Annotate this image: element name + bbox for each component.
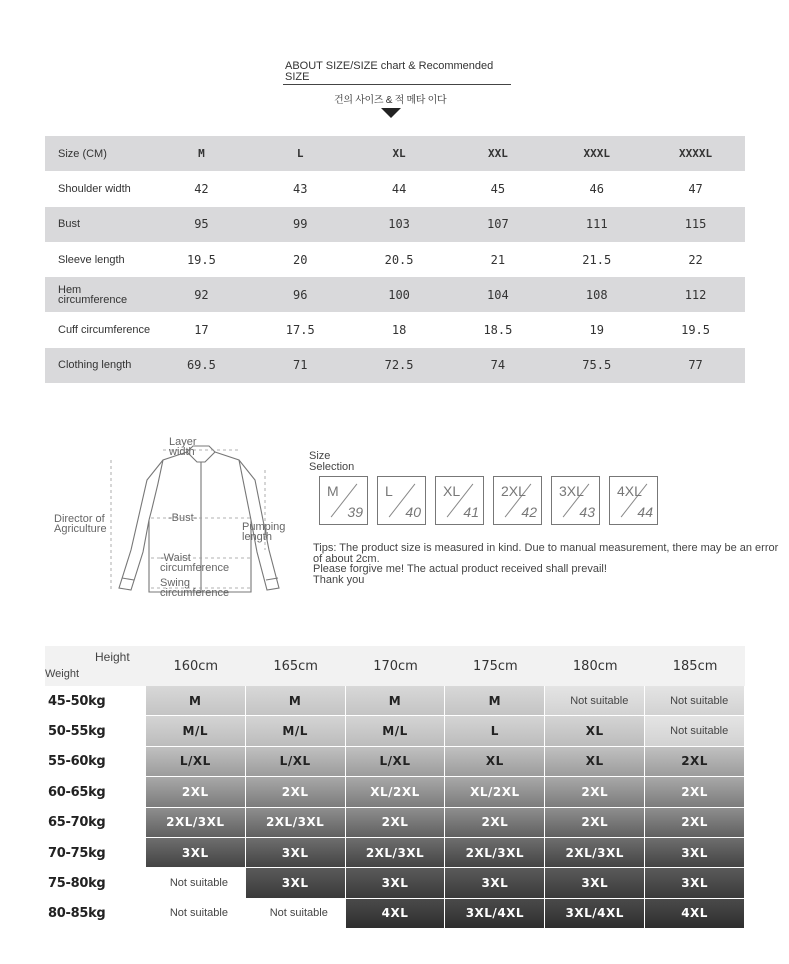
tips-line: Tips: The product size is measured in kind. Due to manual measurement, there may be an error of about 2cm. [313,542,779,565]
size-cell: 2XL [645,777,745,807]
table-cell: 45 [490,181,506,196]
table-cell: 69.5 [186,358,216,373]
height-label: Height [95,650,130,664]
table-cell: 20.5 [384,252,414,267]
down-arrow-icon [381,108,401,118]
size-header-cell: L [296,147,304,161]
table-cell: 77 [688,358,703,373]
waist-label: -Waist circumference [160,552,230,574]
size-letter: 3XL [559,483,584,499]
weight-label-cell: 75-80kg [45,868,146,898]
height-header-row [45,646,745,686]
size-option-xl [435,476,484,525]
size-letter: XL [443,483,461,499]
table-cell: 111 [585,217,608,232]
size-header-cell: XXXL [583,147,610,161]
director-label: Director of Agriculture [54,513,107,535]
table-cell: 17 [194,323,209,338]
size-cell: 3XL [445,868,545,898]
size-cell: M/L [346,716,446,746]
tips-line: Please forgive me! The actual product received shall prevail! [313,563,607,575]
table-cell: 18.5 [483,323,513,338]
swing-label: Swing circumference [160,577,230,599]
size-selection-boxes [319,476,658,525]
weight-label: Weight [45,668,80,680]
size-cell: 2XL [545,777,645,807]
size-option-2xl [493,476,542,525]
layer-width-label: Layer width [169,436,197,458]
not-suitable-cell: Not suitable [146,868,246,898]
size-cell: 4XL [645,899,745,929]
size-cell: 2XL/3XL [146,808,246,838]
size-cell: 4XL [346,899,446,929]
size-cell: L/XL [246,747,346,777]
size-cell: 3XL/4XL [545,899,645,929]
table-cell: 107 [487,217,509,232]
size-number: 43 [579,504,595,520]
height-header-cell: 175cm [473,658,518,674]
weight-row [45,868,745,898]
weight-row [45,686,745,716]
table-cell: 42 [194,181,209,196]
weight-row [45,716,745,746]
size-cell: XL [545,716,645,746]
size-table-row [45,277,745,312]
size-letter: 4XL [617,483,642,499]
weight-label-cell: 60-65kg [45,777,146,807]
size-header-cell: M [198,147,205,161]
table-cell: 108 [585,287,608,302]
table-cell: 75.5 [582,358,612,373]
size-cell: 3XL [246,838,346,868]
height-weight-body [45,686,745,929]
size-number: 40 [405,504,421,520]
table-cell: 17.5 [285,323,315,338]
size-cell: 3XL/4XL [445,899,545,929]
tips-line: Thank you [313,573,365,586]
weight-row [45,808,745,838]
size-header-cell: XXL [487,147,508,161]
not-suitable-cell: Not suitable [246,899,346,929]
size-cell: 2XL/3XL [246,808,346,838]
size-header-cell: XXXXL [678,147,713,161]
size-selection-title: Size Selection [309,450,355,473]
table-cell: 96 [293,287,308,302]
size-cell: XL/2XL [445,777,545,807]
table-cell: 104 [487,287,509,302]
size-letter: L [385,483,393,499]
size-table-row [45,348,745,383]
size-number: 44 [637,504,653,520]
weight-label-cell: 65-70kg [45,808,146,838]
weight-row [45,777,745,807]
not-suitable-cell: Not suitable [645,686,745,716]
table-cell: 115 [684,217,707,232]
row-label: Shoulder width [58,182,131,195]
size-cell: XL [545,747,645,777]
size-cell: 2XL [645,747,745,777]
size-cell: 2XL [545,808,645,838]
size-cell: M [445,686,545,716]
tips-text [313,543,783,585]
size-cell: 2XL/3XL [346,838,446,868]
table-cell: 21 [490,252,506,267]
table-cell: 22 [688,252,703,267]
size-cell: 2XL [645,808,745,838]
weight-label-cell: 80-85kg [45,899,146,929]
table-cell: 44 [391,181,407,196]
size-option-l [377,476,426,525]
weight-label-cell: 50-55kg [45,716,146,746]
size-number: 42 [521,504,537,520]
row-label: Hem circumference [58,283,128,306]
size-table-row [45,242,745,277]
not-suitable-cell: Not suitable [645,716,745,746]
size-table [45,136,745,383]
table-cell: 19 [589,323,604,338]
weight-row [45,838,745,868]
size-cell: M [346,686,446,716]
table-cell: 72.5 [384,358,414,373]
table-cell: 100 [388,287,410,302]
weight-label-cell: 45-50kg [45,686,146,716]
table-cell: 47 [688,181,703,196]
size-cell: 3XL [246,868,346,898]
height-header-cell: 160cm [173,658,219,674]
not-suitable-cell: Not suitable [545,686,645,716]
table-cell: 19.5 [186,252,216,267]
size-cell: M/L [146,716,246,746]
table-cell: 99 [293,217,308,232]
size-cell: L/XL [146,747,246,777]
size-cell: L/XL [346,747,446,777]
size-cell: 3XL [545,868,645,898]
table-cell: 71 [293,358,308,373]
size-cell: 3XL [645,868,745,898]
weight-label-cell: 70-75kg [45,838,146,868]
not-suitable-cell: Not suitable [146,899,246,929]
height-header-cell: 185cm [672,658,718,674]
weight-row [45,747,745,777]
table-cell: 21.5 [582,252,612,267]
size-table-row [45,312,745,347]
size-letter: M [327,483,339,499]
table-cell: 112 [684,287,707,302]
row-label: Clothing length [58,359,132,372]
table-cell: 43 [293,181,308,196]
table-cell: 18 [391,323,407,338]
table-cell: 103 [388,217,410,232]
size-cell: XL/2XL [346,777,446,807]
size-option-3xl [551,476,600,525]
table-cell: 19.5 [681,323,710,338]
weight-label-cell: 55-60kg [45,747,146,777]
size-cell: 2XL/3XL [545,838,645,868]
size-option-4xl [609,476,658,525]
row-label: Cuff circumference [58,324,151,337]
size-cell: 2XL [346,808,446,838]
size-table-row [45,207,745,242]
size-cell: 3XL [146,838,246,868]
row-label: Sleeve length [58,253,125,266]
size-cell: M [146,686,246,716]
size-number: 39 [347,504,363,520]
size-table-header [45,136,745,171]
size-cell: M [246,686,346,716]
size-header-label: Size (CM) [58,147,107,160]
size-number: 41 [463,504,479,520]
size-cell: 2XL/3XL [445,838,545,868]
table-cell: 46 [589,181,604,196]
height-header-cell: 170cm [373,658,418,674]
table-corner [45,646,146,686]
size-cell: 2XL [445,808,545,838]
table-cell: 95 [194,217,209,232]
height-header-cell: 180cm [572,658,618,674]
size-cell: M/L [246,716,346,746]
pumping-length-label: Pumping length [242,521,286,543]
size-cell: XL [445,747,545,777]
size-cell: 3XL [645,838,745,868]
table-cell: 74 [490,358,506,373]
size-cell: 3XL [346,868,446,898]
weight-row [45,899,745,929]
size-option-m [319,476,368,525]
size-cell: 2XL [246,777,346,807]
table-cell: 92 [194,287,209,302]
height-header-cell: 165cm [273,658,318,674]
size-cell: L [445,716,545,746]
size-header-cell: XL [392,147,406,161]
size-letter: 2XL [501,483,526,499]
row-label: Bust [58,218,81,231]
size-cell: 2XL [146,777,246,807]
title-underline [283,84,511,85]
height-weight-table [45,646,745,929]
size-table-row [45,171,745,206]
korean-subtitle: 건의 사이즈 & 적 메타 이다 [334,95,447,106]
table-cell: 20 [293,252,308,267]
bust-label: -Bust- [168,512,198,524]
chart-title: ABOUT SIZE/SIZE chart & Recommended SIZE [285,60,494,83]
